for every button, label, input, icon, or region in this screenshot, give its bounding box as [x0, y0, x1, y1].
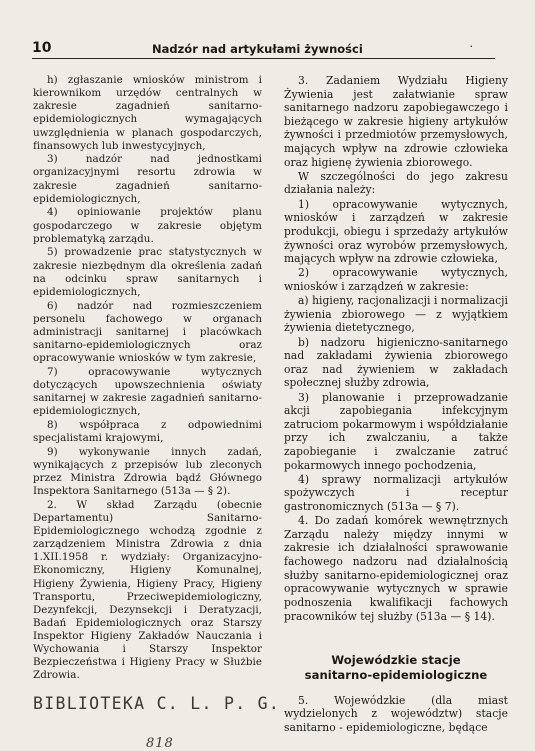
- paragraph: W szczególności do jego zakresu działania należy:: [284, 169, 508, 197]
- page-header: [32, 40, 495, 59]
- paragraph: a) higieny, racjonalizacji i normalizacji żywienia zbiorowego — z wyjątkiem żywienia dietetycznego,: [284, 294, 508, 335]
- section-heading: sanitarno-epidemiologiczne: [304, 667, 488, 682]
- spacer: [284, 683, 508, 694]
- running-title: Nadzór nad artykułami żywności: [152, 42, 363, 56]
- stamp-number: 818: [146, 736, 174, 751]
- paragraph: 7) opracowywanie wytycznych dotyczących upowszechnienia oświaty sanitarnej w zakresie zagadnień sanitarno-epidemiologicznych,: [33, 365, 262, 418]
- paragraph: 3. Zadaniem Wydziału Higieny Żywienia jest załatwianie spraw sanitarnego nadzoru zapobiegawczego i bieżącego w zakresie higieny artykułów żywności i przedmiotów przemysłowych, mających wpływ na zdrowie człowieka oraz higienę żywienia zbiorowego.: [284, 74, 508, 169]
- paragraph: 2) opracowywanie wytycznych, wniosków i zarządzeń w zakresie:: [284, 266, 508, 293]
- paragraph: 3) planowanie i przeprowadzanie akcji zapobiegania infekcyjnym zatruciom pokarmowym i współdziałanie przy ich zwalczaniu, a także zapobieganie i zwalczanie zatruć pokarmowych innego pochodzenia,: [284, 390, 508, 472]
- paragraph: 6) nadzór nad rozmieszczeniem personelu fachowego w organach administracji sanitarnej i placówkach sanitarno-epidemiologicznych oraz opracowywanie wniosków w tym zakresie,: [33, 299, 262, 364]
- right-column: [284, 74, 508, 735]
- paragraph: 5) prowadzenie prac statystycznych w zakresie niezbędnym dla określenia zadań na odcinku spraw sanitarnych i epidemiologicznych,: [33, 246, 262, 298]
- page-number: 10: [32, 40, 52, 56]
- paragraph: 1) opracowywanie wytycznych, wniosków i zarządzeń w zakresie produkcji, obiegu i sprzedaży artykułów żywności oraz wyrobów przemysłowych, mających wpływ na zdrowie człowieka,: [284, 197, 508, 266]
- paragraph: 4. Do zadań komórek wewnętrznych Zarządu należy między innymi w zakresie ich działalności sprawowanie fachowego nadzoru nad działalnością służby sanitarno-epidemiologicznej oraz opracowywanie wytycznych w sprawie podnoszenia kwalifikacji fachowych pracowników tej służby (513a — § 14).: [284, 514, 508, 623]
- paragraph: 9) wykonywanie innych zadań, wynikających z przepisów lub zleconych przez Ministra Zdrowia bądź Głównego Inspektora Sanitarnego (513a — § 2).: [33, 445, 262, 498]
- section-heading: Wojewódzkie stacje: [331, 652, 461, 667]
- paragraph: 3) nadzór nad jednostkami organizacyjnymi resortu zdrowia w zakresie zagadnień sanitarno-epidemiologicznych,: [33, 153, 262, 205]
- left-column: [33, 74, 262, 683]
- paragraph: 4) sprawy normalizacji artykułów spożywczych i receptur gastronomicznych (513a — § 7).: [284, 472, 508, 514]
- library-stamp: BIBLIOTEKA C. L. P. G.: [33, 694, 281, 713]
- paragraph: b) nadzoru higieniczno-sanitarnego nad zakładami żywienia zbiorowego oraz nad żywieniem w zakładach społecznej służby zdrowia,: [284, 335, 508, 390]
- paragraph: 2. W skład Zarządu (obecnie Departamentu) Sanitarno-Epidemiologicznego wchodzą zgodnie z zarządzeniem Ministra Zdrowia z dnia 1.XII.1958 r. wydziały: Organizacyjno-Ekonomiczny, Higieny Komunalnej, Higieny Żywienia, Higieny Pracy, Higieny Transportu, Przeciwepidemiologiczny, Dezynfekcji, Dezynsekcji i Deratyzacji, Badań Epidemiologicznych oraz Starszy Inspektor Higieny Zakładów Nauczania i Wychowania i Starszy Inspektor Bezpieczeństwa i Higieny Pracy w Służbie Zdrowia.: [33, 498, 262, 682]
- paragraph: 5. Wojewódzkie (dla miast wydzielonych z województw) stacje sanitarno - epidemiologiczne, będące: [284, 693, 508, 734]
- paragraph: 8) współpraca z odpowiednimi specjalistami krajowymi,: [33, 418, 262, 444]
- paragraph: h) zgłaszanie wniosków ministrom i kierownikom urzędów centralnych w zakresie zagadnień sanitarno-epidemiologicznych wymagających uwzględnienia w planach gospodarczych, finansowych lub inwestycyjnych,: [33, 74, 262, 152]
- spacer: [284, 624, 508, 653]
- paragraph: 4) opiniowanie projektów planu gospodarczego w zakresie objętym problematyką zarządu.: [33, 206, 262, 245]
- header-mark: ·: [469, 40, 473, 53]
